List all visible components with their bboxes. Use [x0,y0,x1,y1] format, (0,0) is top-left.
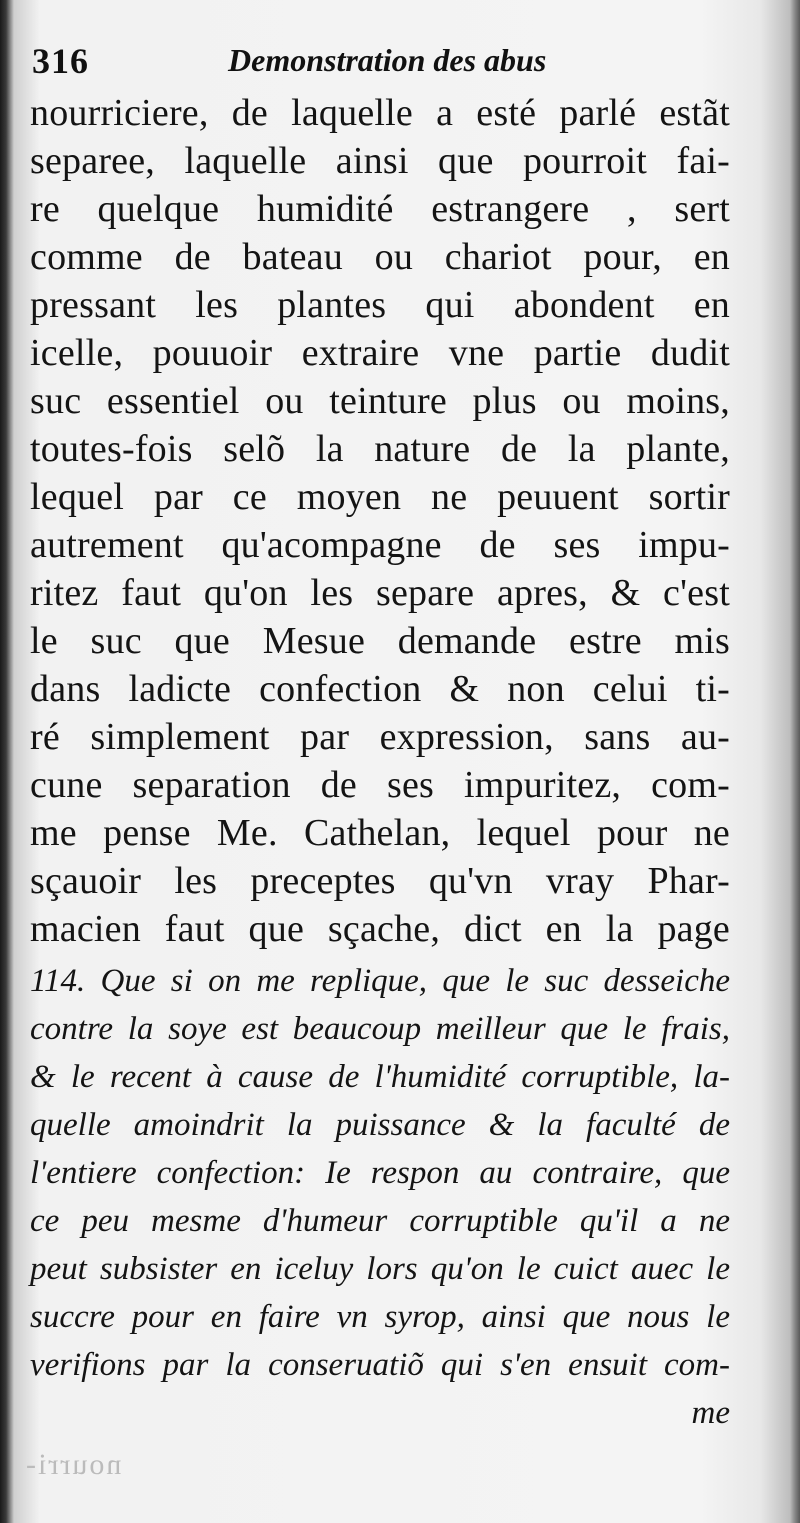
text-line-italic: contre la soye est beaucoup meilleur que le frais, [30,1011,730,1047]
text-line: suc essentiel ou teinture plus ou moins, [30,380,730,422]
text-line-italic: 114. Que si on me replique, que le suc desseiche [30,963,730,999]
text-line-italic: ce peu mesme d'humeur corruptible qu'il a ne [30,1203,730,1239]
text-line: cune separation de ses impuritez, com- [30,764,730,806]
text-line-italic: peut subsister en iceluy lors qu'on le cuict auec le [30,1251,730,1287]
page-header [32,40,592,80]
text-line: ré simplement par expression, sans au- [30,716,730,758]
text-line: separee, laquelle ainsi que pourroit fai- [30,140,730,182]
text-line: nourriciere, de laquelle a esté parlé estãt [30,92,730,134]
text-line-italic: & le recent à cause de l'humidité corruptible, la- [30,1059,730,1095]
text-line-italic: verifions par la conseruatiõ qui s'en ensuit com- [30,1347,730,1383]
text-line: me pense Me. Cathelan, lequel pour ne [30,812,730,854]
text-line: macien faut que sçache, dict en la page [30,908,730,950]
text-line: toutes-fois selõ la nature de la plante, [30,428,730,470]
text-line: re quelque humidité estrangere , sert [30,188,730,230]
catchword: me [691,1395,730,1431]
text-line: dans ladicte confection & non celui ti- [30,668,730,710]
text-line-italic: succre pour en faire vn syrop, ainsi que nous le [30,1299,730,1335]
text-line: le suc que Mesue demande estre mis [30,620,730,662]
text-line: comme de bateau ou chariot pour, en [30,236,730,278]
text-line: autrement qu'acompagne de ses impu- [30,524,730,566]
page-edge-shadow [790,0,800,1523]
running-head: Demonstration des abus [228,42,547,78]
text-line-italic: l'entiere confection: Ie respon au contraire, que [30,1155,730,1191]
page-number: 316 [32,41,89,81]
text-line: icelle, pouuoir extraire vne partie dudit [30,332,730,374]
text-line: ritez faut qu'on les separe apres, & c'est [30,572,730,614]
text-line: lequel par ce moyen ne peuuent sortir [30,476,730,518]
text-line: sçauoir les preceptes qu'vn vray Phar- [30,860,730,902]
bleed-through-text: nourri- [24,1448,122,1481]
text-line-italic: quelle amoindrit la puissance & la faculté de [30,1107,730,1143]
text-line: pressant les plantes qui abondent en [30,284,730,326]
